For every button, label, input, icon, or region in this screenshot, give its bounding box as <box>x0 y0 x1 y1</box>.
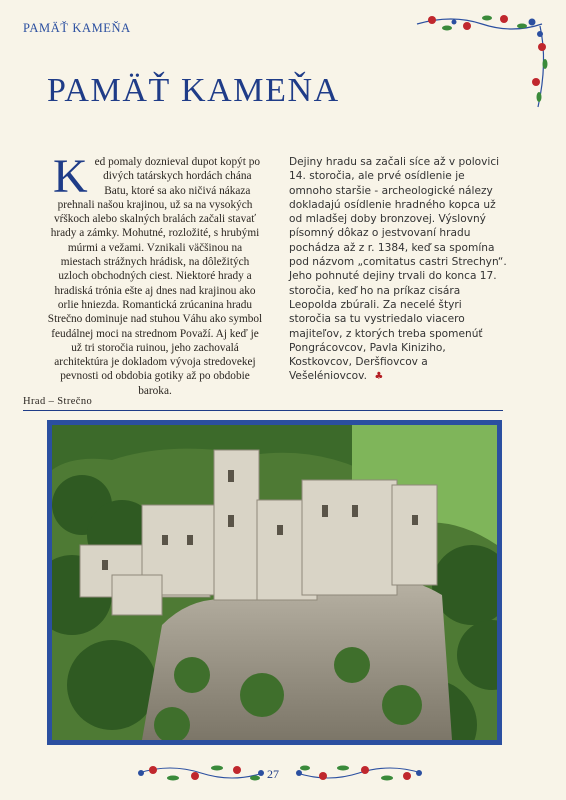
drop-cap: K <box>53 150 88 203</box>
caption-divider <box>23 410 503 411</box>
figure-caption: Hrad – Strečno <box>23 396 93 407</box>
article-column-left <box>47 150 263 398</box>
left-column-text: ed pomaly doznieval dupot kopýt po divých tatárskych hordách chána Batu, ktoré sa ako ničivá nákaza prehnali našou krajinou, už sa na vysokých vŕškoch alebo skalných bralách začali stavať hrady a zámky. Mohutné, rozložité, s hrubými múrmi a vežami. Vznikali väčšinou na miestach strážnych hrádisk, na dôležitých uzloch obchodných ciest. Niektoré hrady a hradiská trónia ešte aj dnes nad krajinou ako orlie hniezda. Romantická zrúcanina hradu Strečno dominuje nad stuhou Váhu ako symbol feudálnej moci na strednom Považí. Aj keď je už tri storočia ruinou, jeho zachovalá architektúra je dokladom vývoja stredovekej pevnosti od obdobia gotiky až po obdobie baroka. <box>47 156 263 397</box>
club-icon: ♣ <box>374 371 384 383</box>
castle-illustration <box>52 425 497 740</box>
running-head-title: PAMÄŤ KAMEŇA <box>23 21 131 35</box>
corner-floral-ornament <box>412 12 552 112</box>
page-title: PAMÄŤ KAMEŇA <box>47 72 340 109</box>
article-column-right <box>289 155 507 385</box>
footer-ornament-right <box>293 758 425 788</box>
castle-photo <box>47 420 502 745</box>
page-number: 27 <box>267 767 279 781</box>
footer-ornament-left <box>135 758 267 788</box>
right-column-text: Dejiny hradu sa začali síce až v polovici 14. storočia, ale prvé osídlenie je omnoho staršie - archeologické nálezy dokladajú osídlenie hradného kopca už od mladšej doby bronzovej. Výslovný písomný dôkaz o jestvovaní hradu pochádza až z r. 1384, keď sa spomína pod názvom „comitatus castri Strechyn“. Jeho pohnuté dejiny trvali do konca 17. storočia, keď ho na príkaz cisára Leopolda zbúrali. Za necelé štyri storočia sa tu vystriedalo viacero majiteľov, z ktorých treba spomenúť Pongrácovcov, Pavla Kiniziho, Kostkovcov, Deršfiovcov a Vešeléniovcov. <box>289 156 507 383</box>
